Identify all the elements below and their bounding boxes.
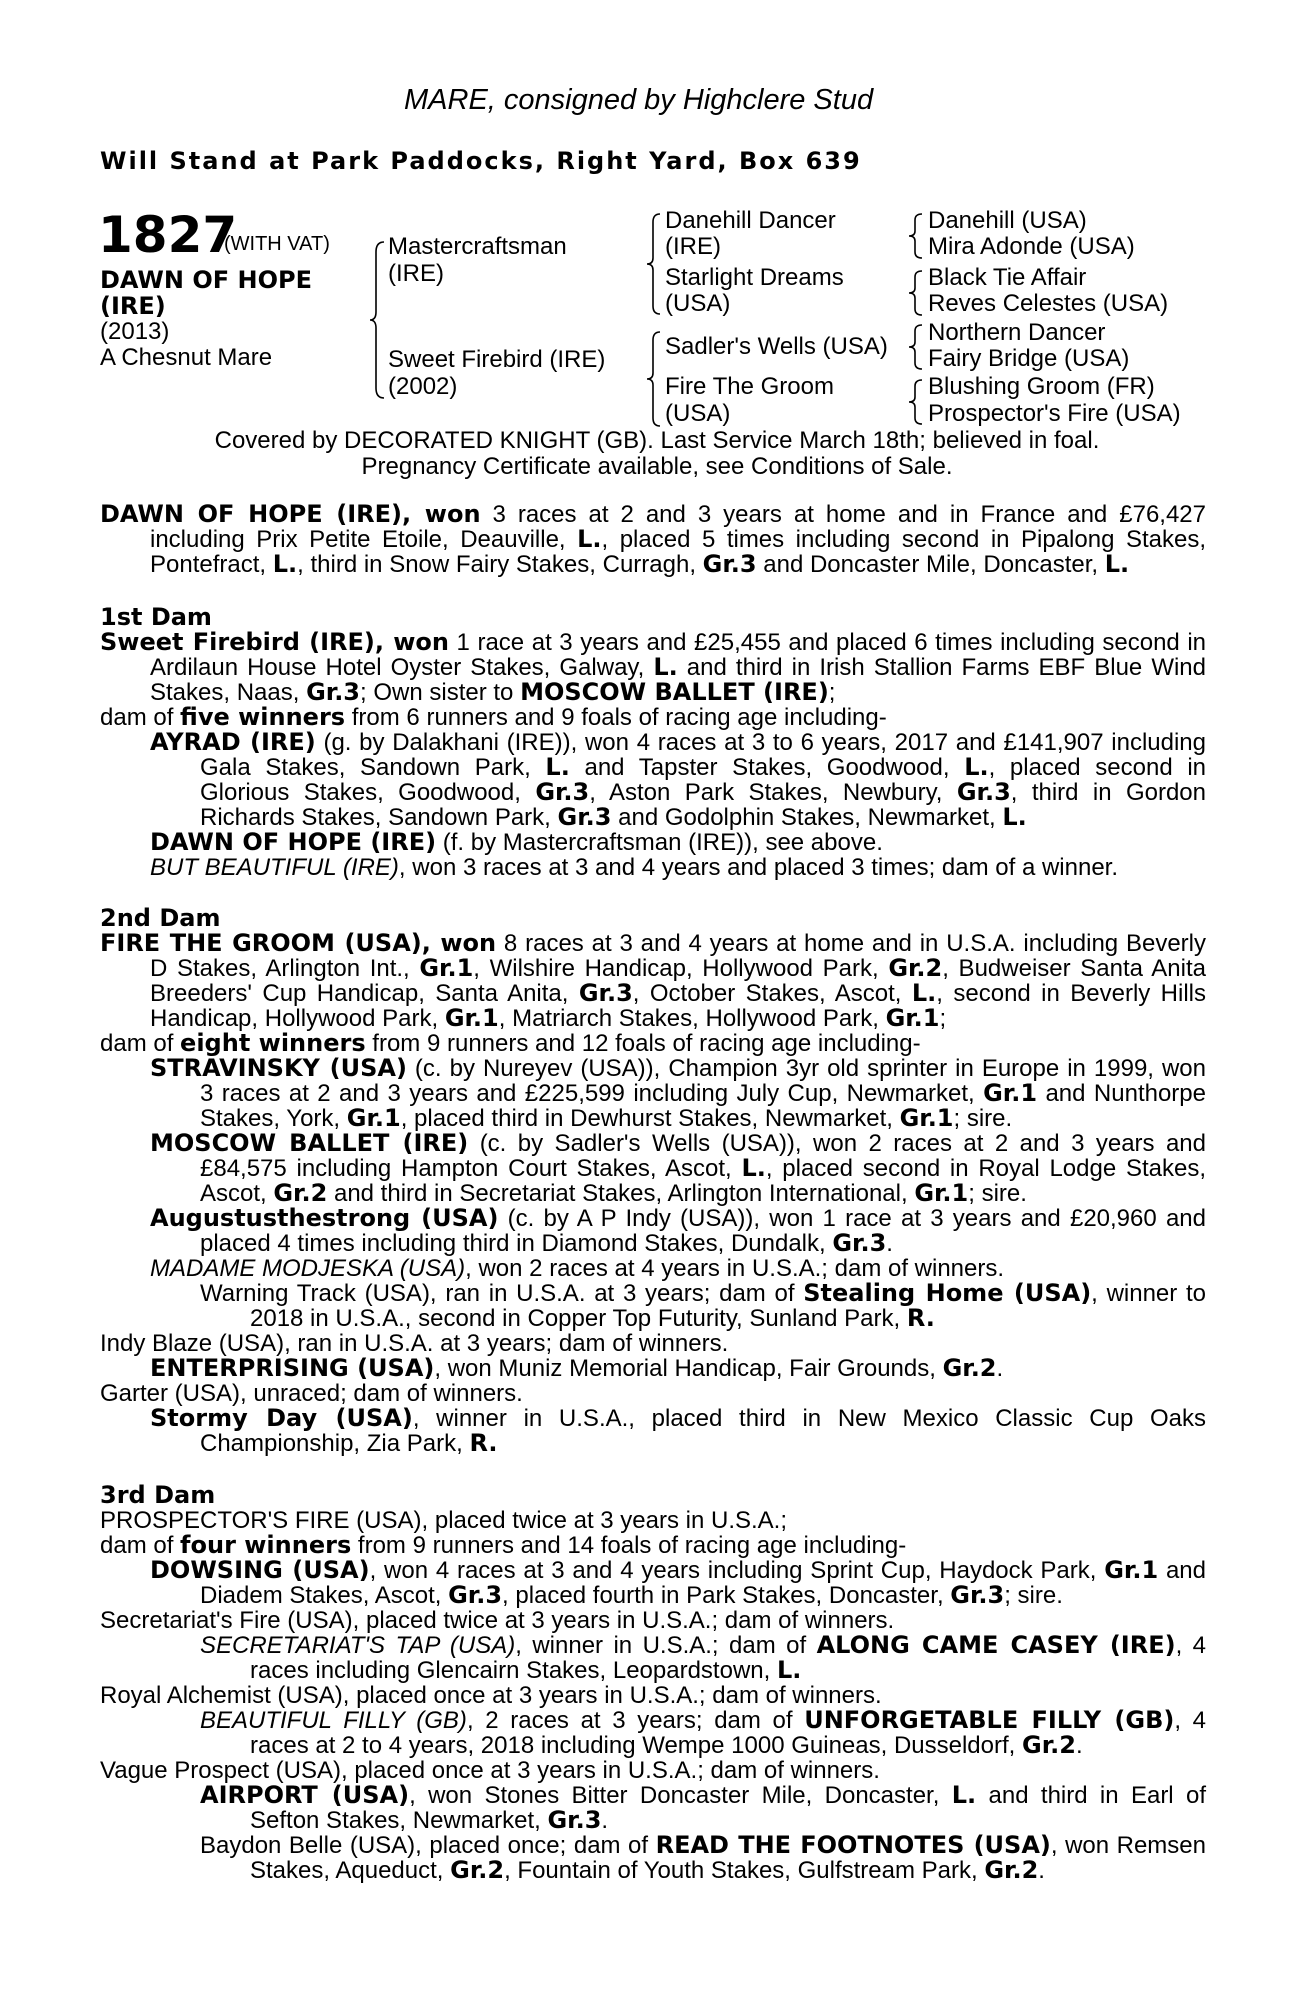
dam-dam-suffix: (USA) [665,400,731,427]
third-dam-produce [100,1608,1206,1633]
bold-run: AIRPORT (USA) [200,1781,410,1809]
text-run: Warning Track (USA), ran in U.S.A. at 3 years; dam of [200,1280,804,1307]
text-run: ; sire. [968,1180,1027,1207]
first-dam-produce-summary [100,705,1206,730]
text-run: , placed 5 times including second in Pipalong Stakes, Pontefract, [150,526,1206,578]
third-dam-grandproduce [100,1708,1206,1758]
bold-run: MOSCOW BALLET (IRE) [150,1129,469,1157]
bold-run: Gr.1 [419,954,474,982]
text-run: , won Muniz Memorial Handicap, Fair Grounds, [434,1355,943,1382]
text-run: , Fountain of Youth Stakes, Gulfstream Park, [504,1857,985,1884]
bold-run: DAWN OF HOPE (IRE) [150,828,437,856]
text-run: , placed fourth in Park Stakes, Doncaster, [502,1582,951,1609]
third-dam-produce [100,1758,1206,1783]
text-run: . [601,1807,609,1834]
third-dam-section [100,1483,1206,1883]
bold-run: five winners [180,703,346,731]
ggp-1a: Danehill (USA) [928,207,1087,234]
pedigree-bracket-g3 [906,323,924,371]
ggp-2a: Black Tie Affair [928,264,1087,291]
text-run: (c. by Nureyev (USA)), Champion 3yr old sprinter in Europe in 1999, won 3 races at 2 and 3 years and £225,599 including July Cup, Newmarket, [200,1055,1206,1107]
second-dam-grandproduce [100,1356,1206,1381]
bold-run: L. [1104,550,1130,578]
dam-dam: Fire The Groom [665,373,834,400]
text-run: , winner in U.S.A.; dam of [515,1632,817,1659]
pedigree-bracket-g2 [906,269,924,317]
bold-run: DAWN OF HOPE (IRE), won [100,500,481,528]
bold-run: L. [545,753,570,781]
third-dam-produce-summary [100,1533,1206,1558]
first-dam-produce [100,830,1206,855]
first-dam-heading: 1st Dam [100,603,212,631]
sire-dam-suffix: (USA) [665,290,731,317]
race-record-para [100,502,1206,577]
ggp-2b: Reves Celestes (USA) [928,290,1169,317]
bold-run: Gr.3 [832,1229,887,1257]
second-dam-produce [100,1131,1206,1206]
bold-run: Gr.1 [444,1004,499,1032]
horse-name: DAWN OF HOPE [100,266,312,294]
pedigree-bracket-g1 [906,212,924,260]
text-run: , placed second in Glorious Stakes, Goodwood, [200,754,1207,806]
horse-description: A Chesnut Mare [100,344,273,371]
bold-run: L. [741,1154,766,1182]
bold-run: Gr.2 [450,1856,505,1884]
text-run: , third in Snow Fairy Stakes, Curragh, [297,551,703,578]
second-dam-produce-summary [100,1031,1206,1056]
text-run: dam of [100,1030,181,1057]
text-run: and Doncaster Mile, Doncaster, [756,551,1105,578]
text-run: , won Stones Bitter Doncaster Mile, Doncaster, [409,1782,952,1809]
sire-sire-suffix: (IRE) [665,233,721,260]
text-run: , placed third in Dewhurst Stakes, Newmarket, [400,1105,900,1132]
bold-run: Gr.3 [578,979,633,1007]
text-run: from 9 runners and 14 foals of racing age including- [351,1532,907,1559]
bold-run: L. [911,979,937,1007]
first-dam-produce [100,730,1206,830]
ggp-3a: Northern Dancer [928,319,1106,346]
bold-run: READ THE FOOTNOTES (USA) [655,1831,1051,1859]
text-run: , 4 races including Glencairn Stakes, Leopardstown, [250,1632,1207,1684]
text-run: dam of [100,704,181,731]
text-run: from 9 runners and 12 foals of racing age including- [365,1030,921,1057]
third-dam-grandproduce [100,1833,1206,1883]
bold-run: L. [776,1656,802,1684]
third-dam-para [100,1508,1206,1533]
text-run: Baydon Belle (USA), placed once; dam of [200,1832,656,1859]
second-dam-para [100,931,1206,1031]
bold-run: Gr.1 [885,1004,940,1032]
bold-run: MOSCOW BALLET (IRE) [520,678,829,706]
text-run: . [886,1230,893,1257]
italic-run: MADAME MODJESKA (USA) [150,1255,466,1282]
bold-run: Gr.3 [547,1806,602,1834]
bold-run: FIRE THE GROOM (USA), won [100,929,497,957]
text-run: , won 4 races at 3 and 4 years including Sprint Cup, Haydock Park, [369,1557,1105,1584]
text-run: , 4 races at 2 to 4 years, 2018 including Wempe 1000 Guineas, Dusseldorf, [250,1707,1207,1759]
text-run: 8 races at 3 and 4 years at home and in U.S.A. including Beverly D Stakes, Arlington Int., [150,930,1206,982]
text-run: , third in Gordon Richards Stakes, Sandown Park, [200,779,1207,831]
bold-run: Gr.1 [899,1104,954,1132]
text-run: , 2 races at 3 years; dam of [466,1707,805,1734]
third-dam-grandproduce [100,1783,1206,1833]
italic-run: SECRETARIAT'S TAP (USA) [200,1632,516,1659]
text-run: , winner to 2018 in U.S.A., second in Copper Top Futurity, Sunland Park, [250,1280,1207,1332]
first-dam-produce [100,855,1206,880]
first-dam-section [100,605,1206,880]
bold-run: Sweet Firebird (IRE), won [100,628,449,656]
text-run: ; [939,1005,947,1032]
italic-run: BUT BEAUTIFUL (IRE) [150,854,399,881]
text-run: , Wilshire Handicap, Hollywood Park, [473,955,889,982]
bold-run: Gr.1 [914,1179,969,1207]
vat-label: (WITH VAT) [224,233,330,255]
bold-run: Gr.1 [1104,1556,1159,1584]
second-dam-produce [100,1256,1206,1281]
bold-run: Gr.3 [956,778,1011,806]
text-run: dam of [100,1532,181,1559]
ggp-3b: Fairy Bridge (USA) [928,345,1130,372]
bold-run: Gr.2 [942,1354,997,1382]
text-run: and Nunthorpe Stakes, York, [200,1080,1206,1132]
italic-run: BEAUTIFUL FILLY (GB) [200,1707,467,1734]
bold-run: Gr.2 [1022,1731,1076,1759]
location-line: Will Stand at Park Paddocks, Right Yard, Box 639 [100,147,862,175]
text-run: and third in Secretariat Stakes, Arlington International, [327,1180,915,1207]
text-run: and Tapster Stakes, Goodwood, [569,754,965,781]
bold-run: UNFORGETABLE FILLY (GB) [804,1706,1175,1734]
text-run: , Matriarch Stakes, Hollywood Park, [498,1005,886,1032]
text-run: , placed second in Royal Lodge Stakes, Ascot, [200,1155,1206,1207]
text-run: Vague Prospect (USA), placed once at 3 years in U.S.A.; dam of winners. [100,1757,880,1784]
text-run: , winner in U.S.A., placed third in New Mexico Classic Cup Oaks Championship, Zia Park, [200,1405,1206,1457]
bold-run: L. [951,1781,977,1809]
bold-run: Augustusthestrong (USA) [150,1204,499,1232]
second-dam-grandproduce [100,1281,1206,1331]
third-dam-heading: 3rd Dam [100,1481,216,1509]
text-run: PROSPECTOR'S FIRE (USA), placed twice at 3 years in U.S.A.; [100,1507,788,1534]
second-dam-produce [100,1381,1206,1406]
third-dam-grandproduce [100,1633,1206,1683]
text-run: , won 3 races at 3 and 4 years and placed 3 times; dam of a winner. [398,854,1118,881]
text-run: ; sire. [953,1105,1013,1132]
pedigree-bracket-dam [644,330,662,428]
bold-run: Gr.3 [557,803,612,831]
pedigree-bracket-sire [644,212,662,316]
bold-run: Gr.3 [950,1581,1005,1609]
text-run: (g. by Dalakhani (IRE)), won 4 races at 3 to 6 years, 2017 and £141,907 including Gala Stakes, Sandown Park, [200,729,1207,781]
bold-run: Gr.3 [306,678,361,706]
bold-run: Gr.2 [888,954,943,982]
bold-run: ENTERPRISING (USA) [150,1354,435,1382]
second-dam-grandproduce [100,1406,1206,1456]
text-run: , won 2 races at 4 years in U.S.A.; dam of winners. [465,1255,1005,1282]
bold-run: DOWSING (USA) [150,1556,370,1584]
bold-run: Stormy Day (USA) [150,1404,413,1432]
covering-line-1: Covered by DECORATED KNIGHT (GB). Last Service March 18th; believed in foal. [214,427,1100,454]
ggp-1b: Mira Adonde (USA) [928,233,1135,260]
bold-run: STRAVINSKY (USA) [150,1054,407,1082]
first-dam-para [100,630,1206,705]
dam-year: (2002) [388,373,458,400]
text-run: Royal Alchemist (USA), placed once at 3 years in U.S.A.; dam of winners. [100,1682,882,1709]
text-run: , won Remsen Stakes, Aqueduct, [250,1832,1206,1884]
bold-run: ALONG CAME CASEY (IRE) [816,1631,1176,1659]
pedigree-bracket-main [366,240,386,400]
text-run: . [1075,1732,1083,1759]
text-run: ; [828,679,836,706]
bold-run: Gr.1 [346,1104,401,1132]
bold-run: Gr.3 [448,1581,503,1609]
bold-run: R. [906,1304,935,1332]
text-run: and Godolphin Stakes, Newmarket, [611,804,1003,831]
dam-name: Sweet Firebird (IRE) [388,346,606,373]
bold-run: Gr.1 [983,1079,1038,1107]
text-run: (c. by Sadler's Wells (USA)), won 2 races at 2 and 3 years and £84,575 including Hampton Court Stakes, Ascot, [200,1130,1207,1182]
text-run: from 6 runners and 9 foals of racing age including- [345,704,887,731]
text-run: and third in Irish Stallion Farms EBF Blue Wind Stakes, Naas, [150,654,1206,706]
bold-run: L. [964,753,989,781]
lot-number: 1827 [98,206,238,264]
third-dam-produce [100,1683,1206,1708]
bold-run: Gr.3 [535,778,590,806]
text-run: . [1038,1857,1045,1884]
second-dam-produce [100,1206,1206,1256]
bold-run: Gr.3 [702,550,757,578]
text-run: , Aston Park Stakes, Newbury, [589,779,957,806]
text-run: . [996,1355,1004,1382]
second-dam-produce [100,1056,1206,1131]
second-dam-produce [100,1331,1206,1356]
bold-run: AYRAD (IRE) [150,728,316,756]
bold-run: Gr.2 [273,1179,328,1207]
bold-run: Gr.2 [984,1856,1039,1884]
text-run: (f. by Mastercraftsman (IRE)), see above. [436,829,883,856]
pedigree-bracket-g4 [906,378,924,426]
sire-sire: Danehill Dancer [665,207,836,234]
text-run: (c. by A P Indy (USA)), won 1 race at 3 years and £20,960 and placed 4 times including third in Diamond Stakes, Dundalk, [200,1205,1206,1257]
bold-run: L. [653,653,678,681]
bold-run: L. [272,550,298,578]
dam-sire: Sadler's Wells (USA) [665,333,888,360]
second-dam-section [100,906,1206,1456]
sire-dam: Starlight Dreams [665,264,844,291]
race-record [100,502,1206,577]
text-run: Secretariat's Fire (USA), placed twice at 3 years in U.S.A.; dam of winners. [100,1607,895,1634]
text-run: Garter (USA), unraced; dam of winners. [100,1380,523,1407]
text-run: , October Stakes, Ascot, [632,980,912,1007]
text-run: Indy Blaze (USA), ran in U.S.A. at 3 years; dam of winners. [100,1330,729,1357]
covering-line-2: Pregnancy Certificate available, see Conditions of Sale. [361,453,953,480]
ggp-4a: Blushing Groom (FR) [928,373,1155,400]
bold-run: L. [577,525,602,553]
horse-name-suffix: (IRE) [100,292,166,320]
bold-run: L. [1002,803,1027,831]
second-dam-heading: 2nd Dam [100,904,221,932]
text-run: ; sire. [1004,1582,1063,1609]
text-run: , second in Beverly Hills Handicap, Hollywood Park, [150,980,1207,1032]
text-run: 1 race at 3 years and £25,455 and placed 6 times including second in Ardilaun House Hotel Oyster Stakes, Galway, [150,629,1206,681]
ggp-4b: Prospector's Fire (USA) [928,400,1181,427]
bold-run: four winners [180,1531,352,1559]
text-run: 3 races at 2 and 3 years at home and in France and £76,427 including Prix Petite Etoile, Deauville, [150,501,1206,553]
consignor-line: MARE, consigned by Highclere Stud [404,84,874,116]
sire-name: Mastercraftsman [388,233,567,260]
text-run: ; Own sister to [360,679,521,706]
bold-run: Stealing Home (USA) [803,1279,1092,1307]
text-run: and Diadem Stakes, Ascot, [200,1557,1206,1609]
text-run: and third in Earl of Sefton Stakes, Newmarket, [250,1782,1207,1834]
bold-run: R. [469,1429,498,1457]
third-dam-produce [100,1558,1206,1608]
bold-run: eight winners [180,1029,366,1057]
foaling-year: (2013) [100,318,170,345]
sire-suffix: (IRE) [388,260,444,287]
text-run: , Budweiser Santa Anita Breeders' Cup Handicap, Santa Anita, [150,955,1206,1007]
